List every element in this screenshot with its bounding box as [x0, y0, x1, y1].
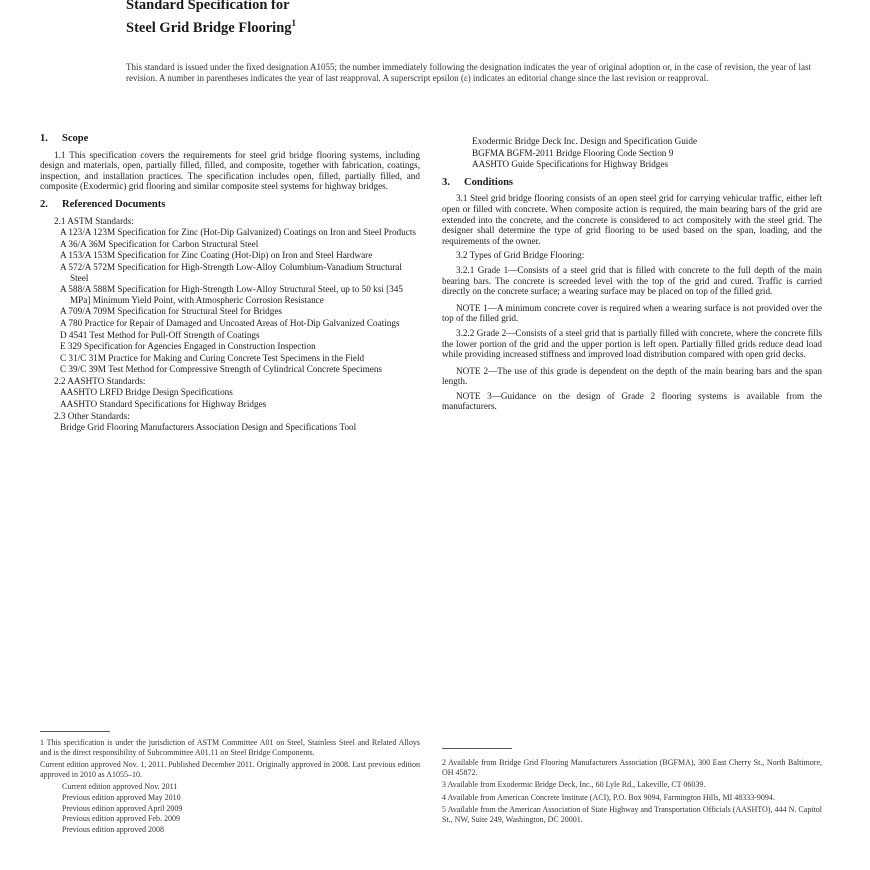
reference-item: D 4541 Test Method for Pull-Off Strength of Coatings — [60, 329, 260, 340]
grid-types-subheading: 3.2 Types of Grid Bridge Flooring: — [456, 250, 585, 261]
designation-note: This standard is issued under the fixed designation A1055; the number immediately following the designation indicates the year of original adoption or, in the case of revision, the year of last revision. A number in parentheses indicates the year of last reapproval. A superscript epsilon (ε) indicates an editorial change since the last revision or reapproval. — [126, 62, 811, 83]
footnotes-left — [40, 738, 420, 835]
reference-item: A 709/A 709M Specification for Structural Steel for Bridges — [60, 306, 282, 317]
edition-entry: Previous edition approved 2008 — [62, 824, 164, 834]
reference-item: AASHTO Standard Specifications for Highway Bridges — [60, 399, 267, 410]
section-heading-scope: 1. Scope — [40, 133, 89, 144]
scope-paragraph: 1.1 This specification covers the requirements for steel grid bridge flooring systems, including design and materials, open, partially filled, filled, and composite, together with fabrication, coatings, inspection, and installation practices. The specification includes open, filled, partially filled, and composite (Exodermic) grid flooring and similar composite steel systems for highway bridges. — [40, 149, 420, 192]
reference-item: Bridge Grid Flooring Manufacturers Association Design and Specifications Tool — [60, 422, 357, 433]
footnote: 2 Available from Bridge Grid Flooring Manufacturers Association (BGFMA), 300 East Cherry St., North Baltimore, OH 45872. — [442, 758, 822, 777]
note-3: NOTE 3—Guidance on the design of Grade 2 flooring systems is available from the manufacturers. — [442, 390, 822, 412]
edition-entry: Previous edition approved April 2009 — [62, 803, 183, 813]
footnote: Current edition approved Nov. 1, 2011. Published December 2011. Originally approved in 2008. Last previous edition approved in 2010 as A1055–10. — [40, 760, 420, 779]
grade-2-paragraph: 3.2.2 Grade 2—Consists of a steel grid that is partially filled with concrete, where the concrete fills the lower portion of the grid and the upper portion is left open. Partially filled grids reduce dead load while providing increased stiffness and improved load distribution compared with open grid decks. — [442, 327, 822, 360]
edition-entry: Previous edition approved Feb. 2009 — [62, 814, 180, 824]
reference-item: A 572/A 572M Specification for High-Strength Low-Alloy Columbium-Vanadium Structural Steel — [60, 261, 402, 283]
subheading-aashto: 2.2 AASHTO Standards: — [54, 375, 146, 386]
subheading-astm: 2.1 ASTM Standards: — [54, 215, 134, 226]
reference-item: A 588/A 588M Specification for High-Strength Low-Alloy Structural Steel, up to 50 ksi [345 MPa] Minimum Yield Point, with Atmospheric Corrosion Resistance — [60, 284, 403, 305]
edition-entry: Current edition approved Nov. 2011 — [62, 782, 178, 792]
footnotes-right — [442, 758, 822, 828]
reference-item: E 329 Specification for Agencies Engaged in Construction Inspection — [60, 341, 316, 352]
section-heading-referenced-documents: 2. Referenced Documents — [40, 198, 166, 210]
reference-item: A 780 Practice for Repair of Damaged and Uncoated Areas of Hot-Dip Galvanized Coatings — [60, 317, 400, 328]
edition-entry: Previous edition approved May 2010 — [62, 792, 181, 802]
footnote-divider — [40, 731, 110, 732]
reference-item: A 153/A 153M Specification for Zinc Coating (Hot-Dip) on Iron and Steel Hardware — [60, 250, 373, 261]
reference-item: C 31/C 31M Practice for Making and Curing Concrete Test Specimens in the Field — [60, 352, 365, 363]
title-footnote-marker: 1 — [291, 18, 297, 28]
grade-1-paragraph: 3.2.1 Grade 1—Consists of a steel grid that is filled with concrete to the full depth of the main bearing bars. The concrete is screeded level with the top of the grid and cured. Traffic is carried directly on the concrete surface; a wearing surface may be placed on top of the filled grid. — [442, 264, 822, 297]
subheading-other: 2.3 Other Standards: — [54, 410, 130, 421]
note-1: NOTE 1—A minimum concrete cover is required when a wearing surface is not provided over the top of the filled grid. — [442, 302, 822, 324]
left-column — [40, 134, 420, 434]
reference-item: Exodermic Bridge Deck Inc. Design and Specification Guide — [472, 136, 698, 146]
section-heading-conditions: 3. Conditions — [442, 176, 514, 188]
footnote: 4 Available from American Concrete Institute (ACI), P.O. Box 9094, Farmington Hills, MI 48333-9094. — [442, 792, 775, 802]
reference-item: A 123/A 123M Specification for Zinc (Hot-Dip Galvanized) Coatings on Iron and Steel Products — [60, 227, 416, 238]
footnote: 5 Available from the American Association of State Highway and Transportation Officials (AASHTO), 444 N. Capitol St., NW, Suite 249, Washington, DC 20001. — [442, 805, 822, 824]
footnote: 3 Available from Exodermic Bridge Deck, Inc., 60 Lyle Rd., Lakeville, CT 06039. — [442, 780, 706, 790]
reference-item: AASHTO LRFD Bridge Design Specifications — [60, 387, 233, 398]
reference-item: C 39/C 39M Test Method for Compressive Strength of Cylindrical Concrete Specimens — [60, 364, 382, 375]
reference-item: BGFMA BGFM-2011 Bridge Flooring Code Section 9 — [472, 147, 674, 158]
footnote-divider — [442, 748, 512, 749]
document-title — [126, 2, 296, 37]
note-2: NOTE 2—The use of this grade is dependent on the depth of the main bearing bars and the span length. — [442, 365, 822, 387]
title-line-2: Steel Grid Bridge Flooring — [126, 19, 292, 36]
reference-item: AASHTO Guide Specifications for Highway Bridges — [472, 159, 669, 170]
reference-item: A 36/A 36M Specification for Carbon Structural Steel — [60, 238, 259, 249]
conditions-paragraph: 3.1 Steel grid bridge flooring consists of an open steel grid for carrying vehicular traffic, either left open or filled with concrete. When composite action is required, the main bearing bars of the grid are extended into the concrete, and the concrete is considered to act compositely with the steel grid. The designer shall determine the type of grid flooring to be used based on the span, loading, and the requirements of the owner. — [442, 193, 822, 246]
edition-history-list — [40, 782, 420, 834]
title-line-1: Standard Specification for — [126, 0, 290, 13]
right-column — [442, 136, 822, 416]
footnote: 1 This specification is under the jurisdiction of ASTM Committee A01 on Steel, Stainless Steel and Related Alloys and is the direct responsibility of Subcommittee A01.11 on Steel Bridge Components. — [40, 738, 420, 757]
